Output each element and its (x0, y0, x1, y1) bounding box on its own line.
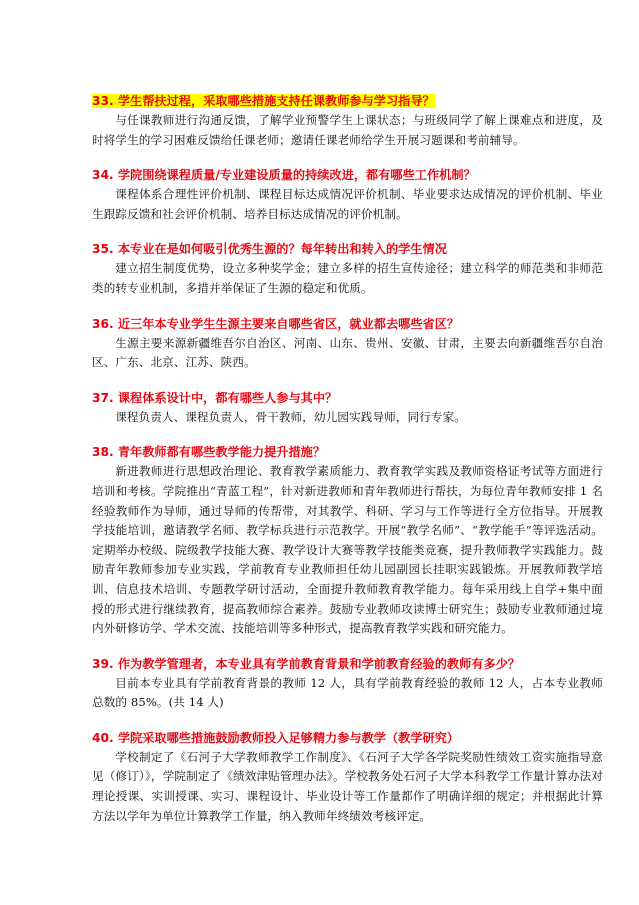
question-heading: 38. 青年教师都有哪些教学能力提升措施？ (92, 445, 326, 460)
question-heading: 40. 学院采取哪些措施鼓励教师投入足够精力参与教学（教学研究） (92, 730, 460, 745)
qa-section-40 (92, 727, 603, 826)
qa-section-33 (92, 90, 603, 150)
answer-text: 课程负责人、课程负责人，骨干教师，幼儿园实践导师，同行专家。 (115, 409, 467, 424)
answer-text: 学校制定了《石河子大学教师教学工作制度》、《石河子大学各学院奖励性绩效工资实施指导意见（修订）》，学院制定了《绩效津贴管理办法》。学校教务处石河子大学本科教学工作量计算办法对理论授课、实训授课、实习、课程设计、毕业设计等工作量都作了明确详细的规定；并根据此计算方法以学年为单位计算教学工作量，纳入教师年终绩效考核评定。 (92, 749, 603, 823)
question-heading: 36. 近三年本专业学生生源主要来自哪些省区，就业都去哪些省区？ (92, 316, 460, 331)
answer-text: 新进教师进行思想政治理论、教育教学素质能力、教育教学实践及教师资格证考试等方面进行培训和考核。学院推出“青蓝工程”，针对新进教师和青年教师进行帮扶，为每位青年教师安排 1 名经验教师作为导师，通过导师的传帮带，对其教学、科研、学习与工作等进行全方位指导。开展教学技能培训，邀请教学名师、教学标兵进行示范教学。开展“教学名师”、“教学能手”等评选活动。定期举办校级、院级教学技能大赛、教学设计大赛等教学技能类竞赛，提升教师教学实践能力。鼓励青年教师参加专业实践，学前教育专业教师担任幼儿园副园长挂职实践锻炼。开展教师教学培训、信息技术培训、专题教学研讨活动，全面提升教师教育教学能力。每年采用线上自学+集中面授的形式进行继续教育，提高教师综合素养。鼓励专业教师攻读博士研究生；鼓励专业教师通过境内外研修访学、学术交流、技能培训等多种形式，提高教育教学实践和研究能力。 (92, 464, 603, 636)
question-heading: 33. 学生帮扶过程，采取哪些措施支持任课教师参与学习指导？ (92, 94, 435, 108)
qa-section-35 (92, 238, 603, 298)
qa-section-38 (92, 441, 603, 638)
qa-section-37 (92, 387, 603, 428)
answer-text: 课程体系合理性评价机制、课程目标达成情况评价机制、毕业要求达成情况的评价机制、毕业生跟踪反馈和社会评价机制、培养目标达成情况的评价机制。 (92, 187, 603, 221)
answer-text: 生源主要来源新疆维吾尔自治区、河南、山东、贵州、安徽、甘肃，主要去向新疆维吾尔自治区、广东、北京、江苏、陕西。 (92, 335, 603, 370)
question-heading: 39. 作为教学管理者，本专业具有学前教育背景和学前教育经验的教师有多少？ (92, 656, 521, 671)
answer-text: 建立招生制度优势，设立多种奖学金；建立多样的招生宣传途径；建立科学的师范类和非师范类的转专业机制，多措并举保证了生源的稳定和优质。 (92, 261, 603, 295)
qa-section-39 (92, 653, 603, 713)
question-heading: 37. 课程体系设计中，都有哪些人参与其中？ (92, 390, 338, 405)
qa-section-36 (92, 313, 603, 373)
qa-section-34 (92, 164, 603, 224)
answer-text: 目前本专业具有学前教育背景的教师 12 人，具有学前教育经验的教师 12 人，占本专业教师总数的 85%。(共 14 人) (92, 675, 603, 710)
question-heading: 34. 学院围绕课程质量/专业建设质量的持续改进，都有哪些工作机制？ (92, 168, 476, 183)
answer-text: 与任课教师进行沟通反馈，了解学业预警学生上课状态；与班级同学了解上课难点和进度，及时将学生的学习困难反馈给任课老师；邀请任课老师给学生开展习题课和考前辅导。 (92, 113, 603, 147)
question-heading: 35. 本专业在是如何吸引优秀生源的？每年转出和转入的学生情况 (92, 242, 447, 257)
